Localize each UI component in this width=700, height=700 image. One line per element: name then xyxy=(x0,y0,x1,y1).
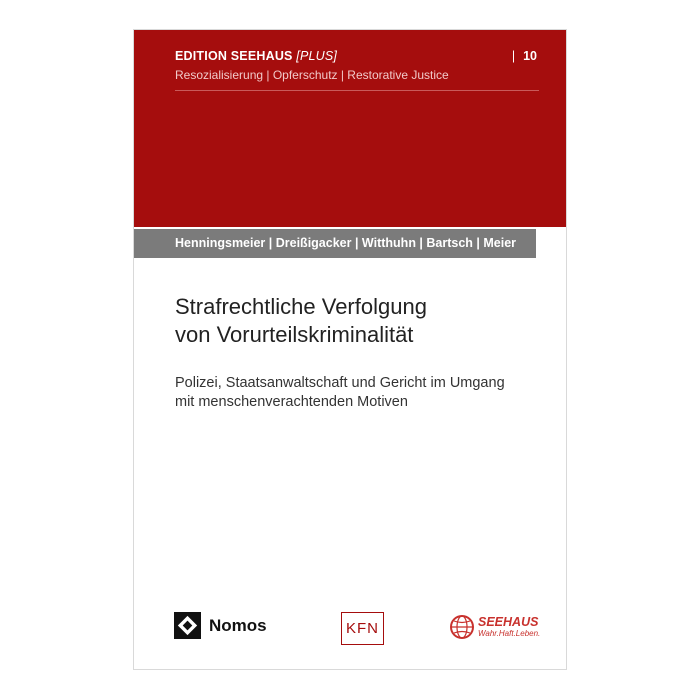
series-subtitle: Resozialisierung | Opferschutz | Restorative Justice xyxy=(175,68,449,82)
kfn-wordmark: KFN xyxy=(346,620,379,637)
author-bar xyxy=(134,229,536,258)
author-list: Henningsmeier | Dreißigacker | Witthuhn | Bartsch | Meier xyxy=(175,236,517,250)
series-name: EDITION SEEHAUS xyxy=(175,49,293,63)
seehaus-text xyxy=(478,616,540,639)
book-title-line-2: von Vorurteilskriminalität xyxy=(175,322,414,347)
nomos-logo xyxy=(174,612,267,639)
series-title xyxy=(175,49,337,63)
series-plus: [PLUS] xyxy=(296,49,338,63)
seehaus-logo xyxy=(449,614,540,640)
band-divider xyxy=(175,90,539,91)
seehaus-wordmark: SEEHAUS xyxy=(478,614,539,629)
series-number-value: 10 xyxy=(523,49,537,63)
cover-red-band xyxy=(134,30,566,227)
nomos-wordmark: Nomos xyxy=(209,615,267,635)
nomos-diamond-icon xyxy=(174,612,201,639)
book-cover xyxy=(133,29,567,670)
kfn-logo xyxy=(341,612,384,645)
seehaus-tagline: Wahr.Haft.Leben. xyxy=(478,628,541,638)
book-subtitle xyxy=(175,374,505,412)
series-number-separator: | xyxy=(511,49,516,63)
book-subtitle-line-2: mit menschenverachtenden Motiven xyxy=(175,394,408,410)
series-number xyxy=(512,49,537,63)
book-title xyxy=(175,293,427,349)
book-title-line-1: Strafrechtliche Verfolgung xyxy=(175,294,427,319)
book-subtitle-line-1: Polizei, Staatsanwaltschaft und Gericht im Umgang xyxy=(175,375,505,391)
seehaus-globe-icon xyxy=(449,614,475,640)
